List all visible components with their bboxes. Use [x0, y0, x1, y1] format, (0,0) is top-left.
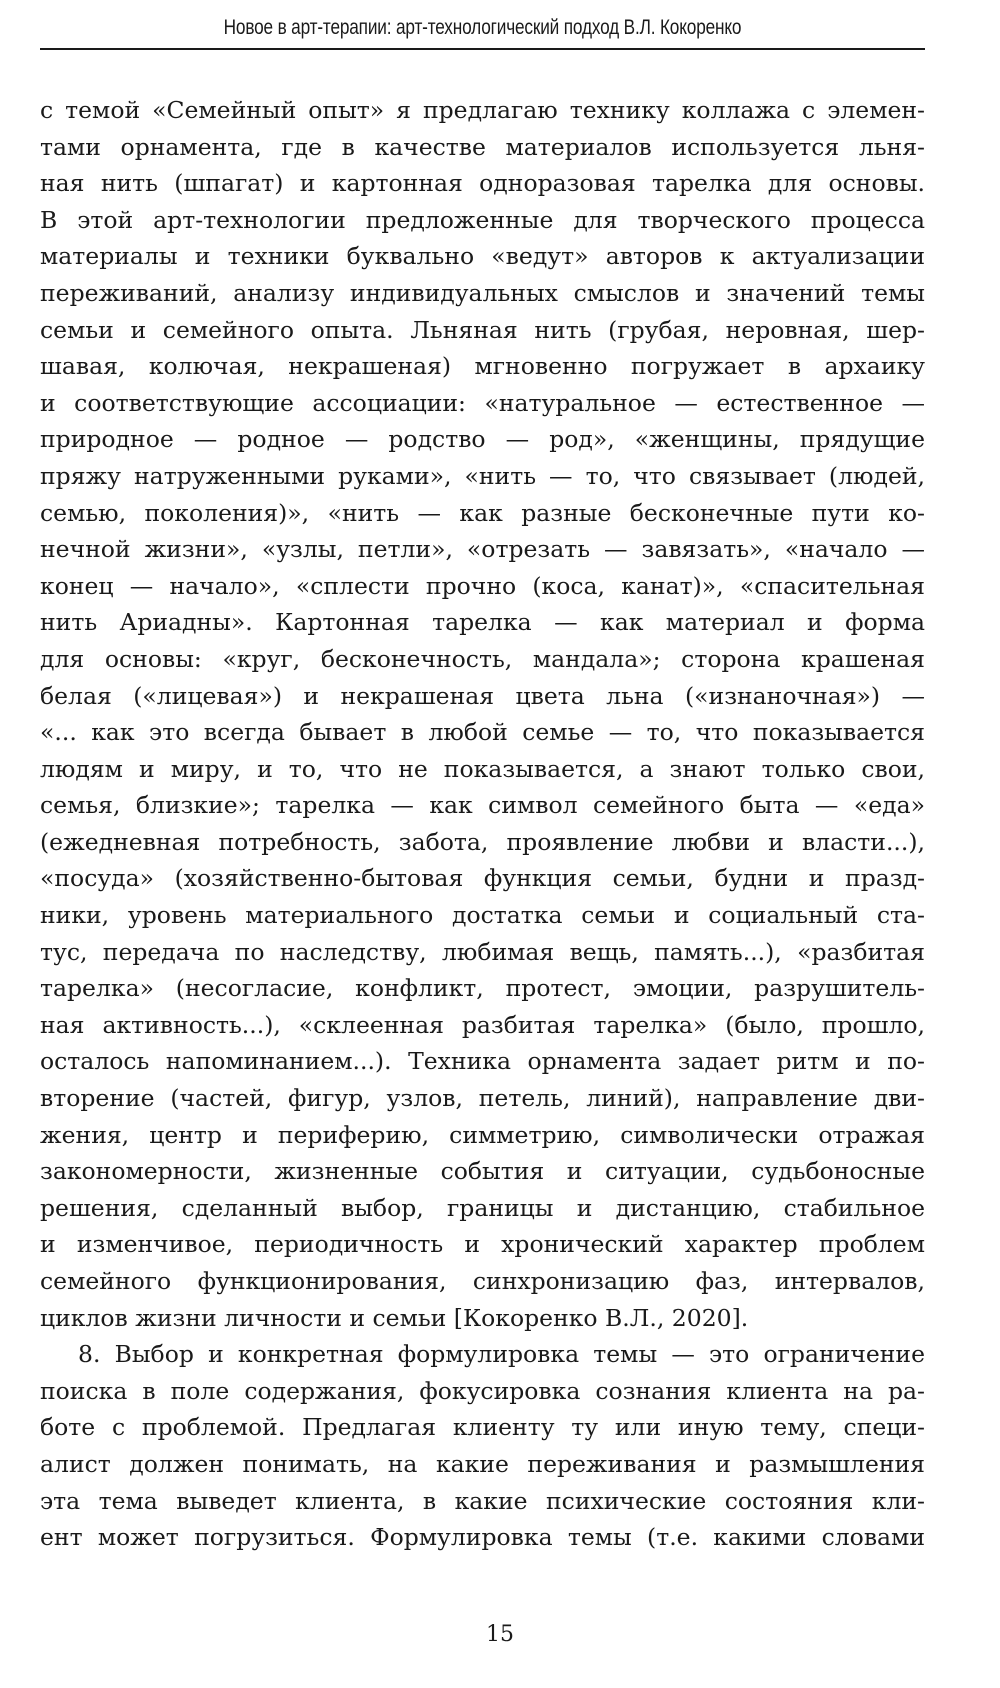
body-text	[40, 92, 925, 1556]
text-line: и изменчивое, периодичность и хронический характер проблем	[40, 1230, 925, 1259]
text-line: пряжу натруженными руками», «нить — то, что связывает (людей,	[40, 461, 925, 490]
text-line: поиска в поле содержания, фокусировка сознания клиента на ра-	[40, 1376, 925, 1405]
header-rule	[40, 48, 925, 50]
text-line: нить Ариадны». Картонная тарелка — как материал и форма	[40, 608, 925, 637]
text-line: ент может погрузиться. Формулировка темы (т.е. какими словами	[40, 1523, 925, 1552]
text-line: для основы: «круг, бесконечность, мандала»; сторона крашеная	[40, 644, 925, 673]
paragraph-1	[40, 92, 925, 1336]
text-line: тус, передача по наследству, любимая вещь, память...), «разбитая	[40, 937, 925, 966]
text-line: нечной жизни», «узлы, петли», «отрезать — завязать», «начало —	[40, 535, 925, 564]
text-line: и соответствующие ассоциации: «натуральное — естественное —	[40, 388, 925, 417]
text-line: вторение (частей, фигур, узлов, петель, линий), направление дви-	[40, 1084, 925, 1113]
text-line: жения, центр и периферию, симметрию, символически отражая	[40, 1120, 925, 1149]
paragraph-2	[40, 1336, 925, 1556]
text-line: конец — начало», «сплести прочно (коса, канат)», «спасительная	[40, 571, 925, 600]
running-header: Новое в арт-терапии: арт-технологический подход В.Л. Кокоренко	[223, 16, 742, 39]
text-line: семью, поколения)», «нить — как разные бесконечные пути ко-	[40, 498, 925, 527]
text-line: В этой арт-технологии предложенные для творческого процесса	[40, 205, 925, 234]
text-line: белая («лицевая») и некрашеная цвета льна («изнаночная») —	[40, 681, 925, 710]
page-number: 15	[486, 1622, 514, 1647]
text-line: семья, близкие»; тарелка — как символ семейного быта — «еда»	[40, 791, 925, 820]
text-line: тарелка» (несогласие, конфликт, протест, эмоции, разрушитель-	[40, 974, 925, 1003]
text-line: «посуда» (хозяйственно-бытовая функция семьи, будни и празд-	[40, 864, 925, 893]
text-line: людям и миру, и то, что не показывается, а знают только свои,	[40, 754, 925, 783]
text-line: ная нить (шпагат) и картонная одноразовая тарелка для основы.	[40, 169, 925, 198]
text-line: семьи и семейного опыта. Льняная нить (грубая, неровная, шер-	[40, 315, 925, 344]
text-line: закономерности, жизненные события и ситуации, судьбоносные	[40, 1157, 925, 1186]
text-line: боте с проблемой. Предлагая клиенту ту или иную тему, специ-	[40, 1413, 925, 1442]
text-line: переживаний, анализу индивидуальных смыслов и значений темы	[40, 278, 925, 307]
text-line: (ежедневная потребность, забота, проявление любви и власти...),	[40, 827, 925, 856]
text-line: тами орнамента, где в качестве материалов используется льня-	[40, 132, 925, 161]
text-line: ники, уровень материального достатка семьи и социальный ста-	[40, 901, 925, 930]
text-line: материалы и техники буквально «ведут» авторов к актуализации	[40, 242, 925, 271]
text-line: ная активность...), «склеенная разбитая тарелка» (было, прошло,	[40, 1010, 925, 1039]
text-line: семейного функционирования, синхронизацию фаз, интервалов,	[40, 1267, 925, 1295]
text-line: решения, сделанный выбор, границы и дистанцию, стабильное	[40, 1193, 925, 1222]
text-line: природное — родное — родство — род», «женщины, прядущие	[40, 425, 925, 454]
text-line: осталось напоминанием...). Техника орнамента задает ритм и по-	[40, 1047, 925, 1076]
text-line: циклов жизни личности и семьи [Кокоренко В.Л., 2020].	[40, 1303, 749, 1332]
text-line: алист должен понимать, на какие переживания и размышления	[40, 1449, 925, 1478]
text-line: 8. Выбор и конкретная формулировка темы — это ограничение	[78, 1340, 925, 1369]
text-line: эта тема выведет клиента, в какие психические состояния кли-	[40, 1486, 925, 1515]
text-line: «... как это всегда бывает в любой семье — то, что показывается	[40, 718, 925, 747]
text-line: шавая, колючая, некрашеная) мгновенно погружает в архаику	[40, 352, 925, 381]
text-line: с темой «Семейный опыт» я предлагаю технику коллажа с элемен-	[40, 96, 925, 124]
